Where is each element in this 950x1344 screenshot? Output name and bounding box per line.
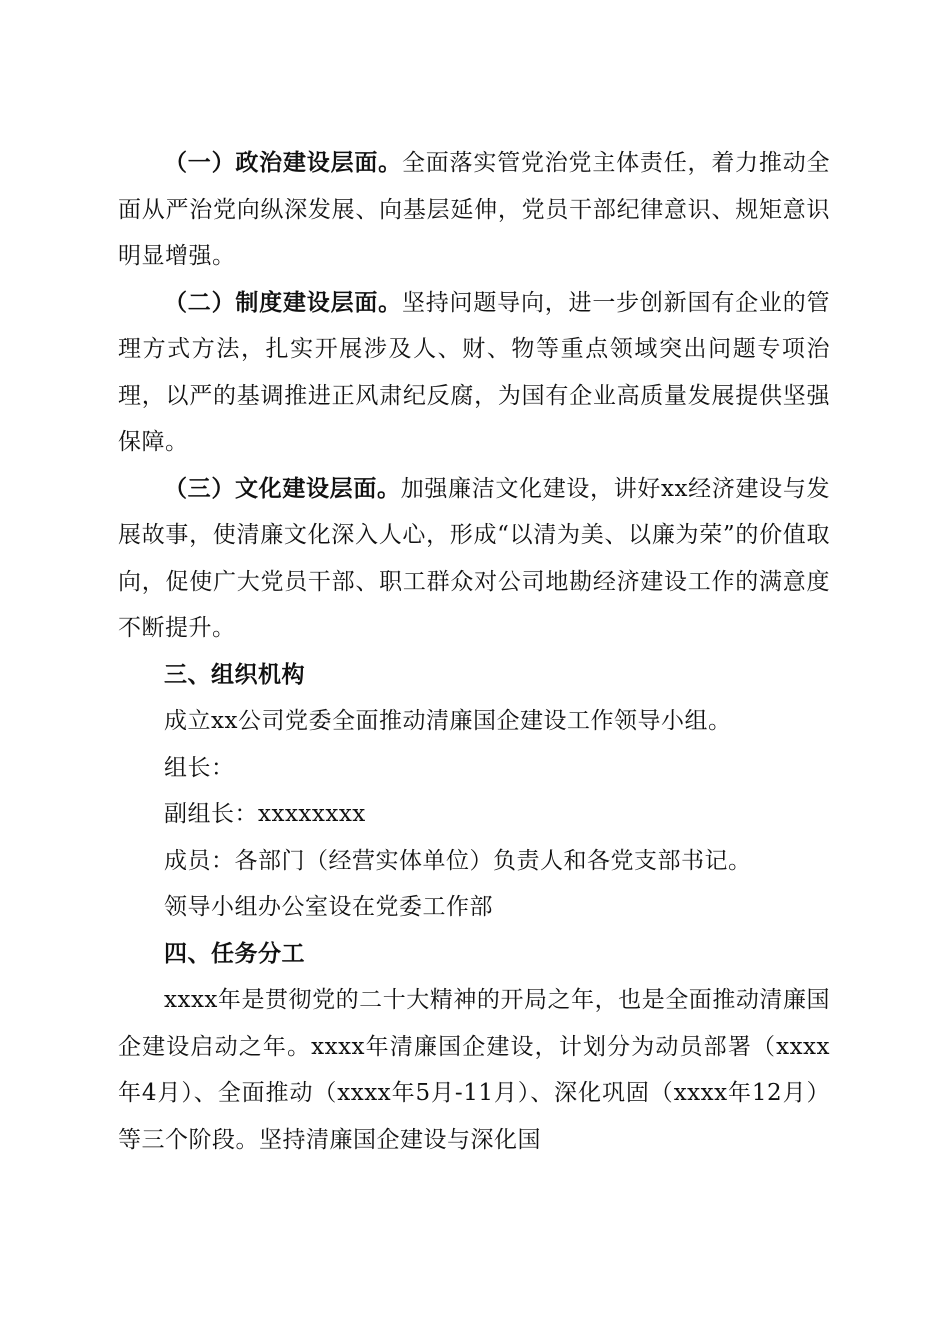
org-line-office: 领导小组办公室设在党委工作部 — [164, 894, 493, 920]
org-line-deputy-leader: 副组长：xxxxxxxx — [164, 801, 366, 827]
paragraph-system-construction — [118, 280, 830, 466]
org-line-establish: 成立xx公司党委全面推动清廉国企建设工作领导小组。 — [164, 708, 732, 734]
paragraph-political-construction — [118, 140, 830, 280]
org-line-leader: 组长： — [164, 754, 235, 781]
section-heading-task-division: 四、任务分工 — [164, 940, 305, 967]
paragraph-lead: （二）制度建设层面。 — [164, 289, 402, 316]
paragraph-text: 坚持问题导向，进一步创新国有企业的管理方式方法，扎实开展涉及人、财、物等重点领域突出问题专项治理，以严的基调推进正风肃纪反腐，为国有企业高质量发展提供坚强保障。 — [118, 289, 831, 455]
paragraph-lead: （一）政治建设层面。 — [164, 150, 402, 176]
paragraph-task-division: xxxx年是贯彻党的二十大精神的开局之年，也是全面推动清廉国企建设启动之年。xxxx年清廉国企建设，计划分为动员部署（xxxx年4月）、全面推动（xxxx年5月-11月）、深化巩固（xxxx年12月）等三个阶段。坚持清廉国企建设与深化国 — [118, 987, 830, 1153]
paragraph-culture-construction — [118, 466, 830, 652]
paragraph-text: 全面落实管党治党主体责任，着力推动全面从严治党向纵深发展、向基层延伸，党员干部纪律意识、规矩意识明显增强。 — [118, 150, 831, 269]
org-line-members: 成员：各部门（经营实体单位）负责人和各党支部书记。 — [164, 847, 752, 874]
paragraph-text: 加强廉洁文化建设，讲好xx经济建设与发展故事，使清廉文化深入人心，形成“以清为美、以廉为荣”的价值取向，促使广大党员干部、职工群众对公司地勘经济建设工作的满意度不断提升。 — [118, 475, 830, 641]
document-body — [118, 140, 830, 1163]
paragraph-lead: （三）文化建设层面。 — [164, 475, 401, 502]
section-heading-organization: 三、组织机构 — [164, 661, 305, 688]
